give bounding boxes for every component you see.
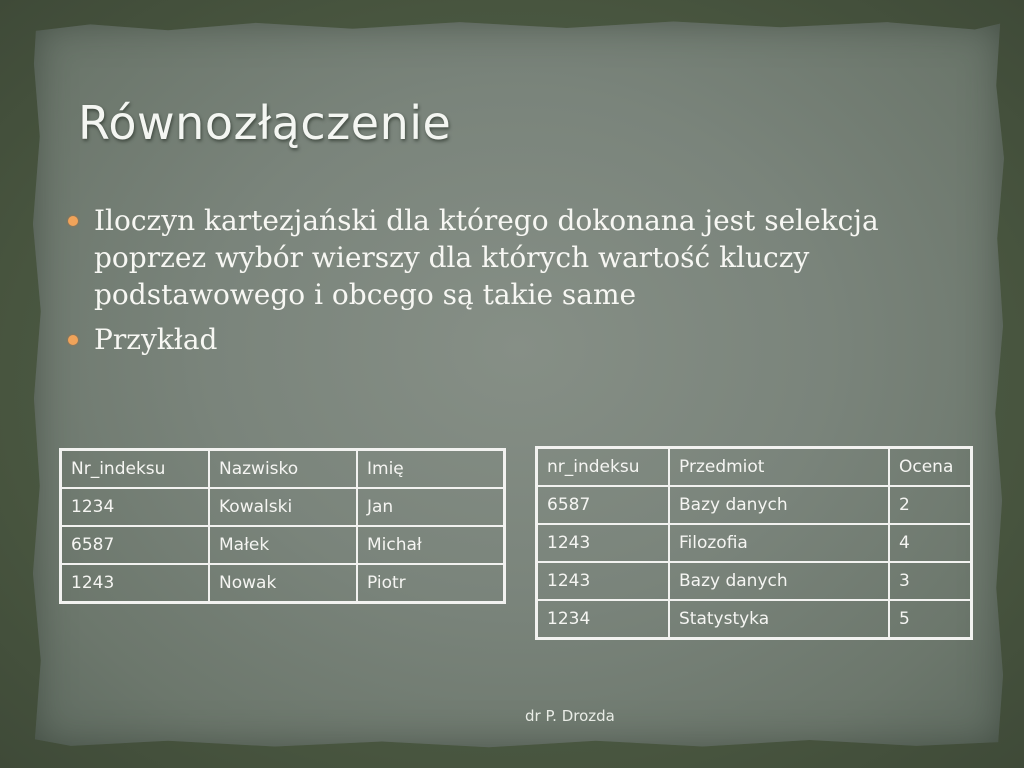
table-row (61, 526, 505, 564)
table-header-cell: Ocena (889, 448, 972, 487)
table-header-cell: Przedmiot (669, 448, 889, 487)
table-row (61, 564, 505, 603)
table-cell: Statystyka (669, 600, 889, 639)
bullet-dot-icon (68, 216, 78, 226)
table-header-row (537, 448, 972, 487)
table-row (537, 562, 972, 600)
table-header-cell: Nr_indeksu (61, 450, 210, 489)
table-cell: 1234 (537, 600, 670, 639)
slide-title: Równozłączenie (78, 96, 452, 150)
bullet-item (64, 321, 924, 358)
students-table (59, 448, 506, 604)
table-cell: Nowak (209, 564, 357, 603)
table-cell: 3 (889, 562, 972, 600)
table-cell: Kowalski (209, 488, 357, 526)
table-header-cell: Imię (357, 450, 505, 489)
table-cell: 1243 (61, 564, 210, 603)
table-cell: 2 (889, 486, 972, 524)
table-row (61, 488, 505, 526)
table-row (537, 524, 972, 562)
slide-footer: dr P. Drozda (525, 707, 615, 725)
table-header-row (61, 450, 505, 489)
bullet-text: Iloczyn kartezjański dla którego dokonana jest selekcja poprzez wybór wierszy dla których wartość kluczy podstawowego i obcego są takie same (94, 204, 879, 311)
table-cell: Bazy danych (669, 486, 889, 524)
table-header-cell: Nazwisko (209, 450, 357, 489)
table-cell: Małek (209, 526, 357, 564)
table-header-cell: nr_indeksu (537, 448, 670, 487)
table-cell: Filozofia (669, 524, 889, 562)
bullet-item (64, 202, 924, 313)
table-cell: 1243 (537, 524, 670, 562)
table-cell: 5 (889, 600, 972, 639)
table-row (537, 600, 972, 639)
table-cell: Michał (357, 526, 505, 564)
bullet-text: Przykład (94, 323, 218, 356)
table-cell: Piotr (357, 564, 505, 603)
table-row (537, 486, 972, 524)
table-cell: 1243 (537, 562, 670, 600)
table-cell: 4 (889, 524, 972, 562)
table-cell: 1234 (61, 488, 210, 526)
bullet-list (64, 202, 924, 366)
grades-table (535, 446, 973, 640)
bullet-dot-icon (68, 335, 78, 345)
table-cell: Jan (357, 488, 505, 526)
table-cell: 6587 (61, 526, 210, 564)
table-cell: Bazy danych (669, 562, 889, 600)
table-cell: 6587 (537, 486, 670, 524)
